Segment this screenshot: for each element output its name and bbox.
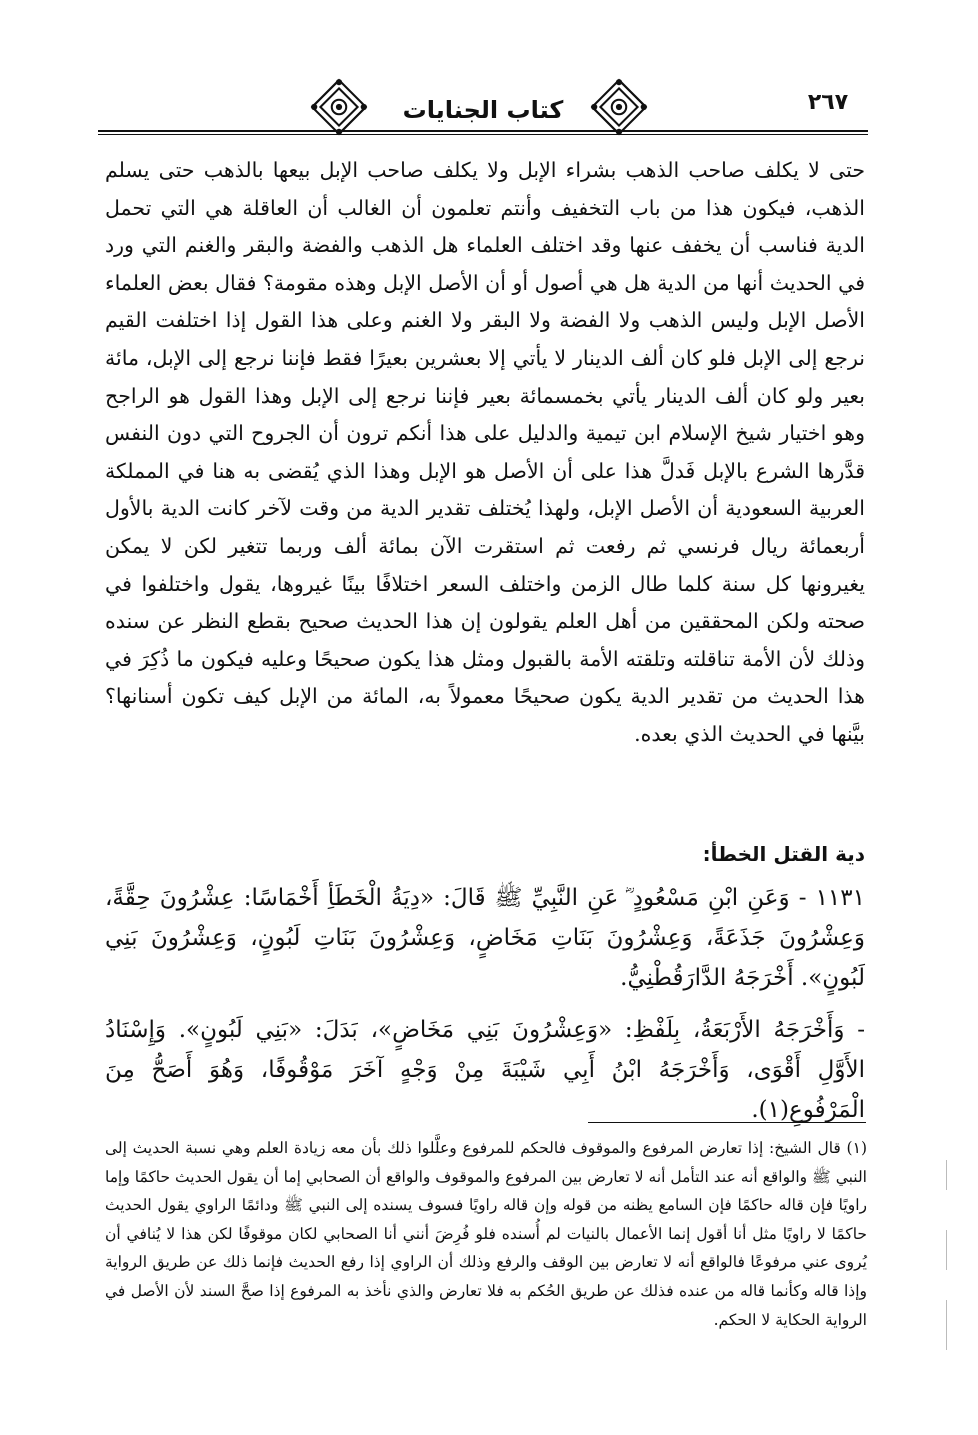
ornament-left-icon [308, 76, 370, 138]
chapter-title: كتاب الجنايات [402, 96, 564, 124]
scan-edge-mark [946, 1230, 947, 1270]
header-rule [98, 130, 868, 132]
hadith-1131: ١١٣١ - وَعَنِ ابْنِ مَسْعُودٍ ؓ عَنِ النَّبِيِّ ﷺ قَالَ: «دِيَةُ الْخَطَأِ أَخْمَاسًا: عِشْرُونَ حِقَّةً، وَعِشْرُونَ جَذَعَةً، وَعِشْرُونَ بَنَاتِ مَخَاضٍ، وَعِشْرُونَ بَنَاتِ لَبُونٍ، وَعِشْرُونَ بَنِي لَبُونٍ». أَخْرَجَهُ الدَّارَقُطْنِيُّ. [105, 885, 865, 991]
scan-edge-mark [946, 1300, 947, 1350]
hadith-text [105, 878, 865, 998]
page-number: ٢٦٧ [807, 90, 849, 115]
header-rule-thin [98, 134, 868, 135]
page-header [98, 70, 868, 150]
ornament-right-icon [588, 76, 650, 138]
main-commentary [105, 152, 865, 754]
hadith-1131-variant: - وَأَخْرَجَهُ الأَرْبَعَةُ، بِلَفْظِ: «وَعِشْرُونَ بَنِي مَخَاضٍ»، بَدَلَ: «بَنِي لَبُونٍ». وَإِسْنَادُ الأَوَّلِ أَقْوَى، وَأَخْرَجَهُ ابْنُ أَبِي شَيْبَةَ مِنْ وَجْهٍ آخَرَ مَوْقُوفًا، وَهُوَ أَصَحُّ مِنَ الْمَرْفُوعِ(١). [105, 1017, 865, 1123]
scan-edge-mark [946, 1160, 947, 1190]
commentary-paragraph: حتى لا يكلف صاحب الذهب بشراء الإبل ولا يكلف صاحب الإبل بيعها بالذهب حتى يسلم الذهب، فيكون هذا من باب التخفيف وأنتم تعلمون أن الغالب أن العاقلة هي التي تحمل الدية فناسب أن يخفف عنها وقد اختلف العلماء هل الذهب والفضة والبقر والغنم التي ورد في الحديث أنها من الدية هل هي أصول أو أن الأصل الإبل وهذه مقومة؟ فقال بعض العلماء الأصل الإبل وليس الذهب ولا الفضة ولا البقر ولا الغنم وعلى هذا القول إذا اختلفت القيم نرجع إلى الإبل فلو كان ألف الدينار لا يأتي إلا بعشرين بعيرًا فقط فإننا نرجع إلى الإبل، مائة بعير ولو كان ألف الدينار يأتي بخمسمائة بعير فإننا نرجع إلى الإبل وهذا القول هو الراجح وهو اختيار شيخ الإسلام ابن تيمية والدليل على هذا أنكم ترون أن الجروح التي دون النفس قدَّرها الشرع بالإبل فَدلَّ هذا على أن الأصل هو الإبل وهذا الذي يُقضى به هنا في المملكة العربية السعودية أن الأصل الإبل، ولهذا يُختلف تقدير الدية من وقت لآخر كانت الدية بالأول أربعمائة ريال فرنسي ثم رفعت ثم استقرت الآن بمائة ألف وربما تتغير لكن لا يمكن يغيرونها كل سنة كلما طال الزمن واختلف السعر اختلافًا بينًا غيروها، يقول واختلفوا في صحته ولكن المحققين من أهل العلم يقولون إن هذا الحديث صحيح بقطع النظر عن سنده وذلك لأن الأمة تناقلته وتلقته الأمة بالقبول ومثل هذا يكون صحيحًا وعليه فيكون ما ذُكِرَ في هذا الحديث من تقدير الدية يكون صحيحًا معمولاً به، المائة من الإبل كيف تكون أسنانها؟ بيَّنها في الحديث الذي بعده. [105, 158, 865, 746]
section-heading: دية القتل الخطأ: [702, 842, 865, 866]
hadith-additional [105, 1010, 865, 1130]
footnote-separator [588, 1122, 866, 1123]
footnote-1: (١) قال الشيخ: إذا تعارض المرفوع والموقوف فالحكم للمرفوع وعلَّلوا ذلك بأن معه زيادة العلم وهي نسبة الحديث إلى النبي ﷺ والواقع أنه عند التأمل أنه لا تعارض بين المرفوع والموقوف والواقع أن الصحابي إما أن يقول الحديث حاكمًا وإما راويًا فإن قاله حاكمًا فإن السامع يظنه من قوله وإن قاله راويًا فسوف يسنده إلى النبي ﷺ ودائمًا الراوي يقول الحديث حاكمًا لا راويًا مثل أنا أقول إنما الأعمال بالنيات لم أُسنده فلو فُرِضَ أنني أنا الصحابي لكان موقوفًا لكن هذا لا يُنافي أن يُروى عني مرفوعًا فالواقع أنه لا تعارض بين الوقف والرفع وذلك أن الراوي إذا رفع الحديث فإنما ذلك عن طريق الرواية وإذا قاله وكأنما قاله من عنده فذلك عن طريق الحُكم به فلا تعارض والذي نأخذ به المرفوع إذا صحَّ السند لأن الأصل في الرواية الحكاية لا الحكم. [105, 1139, 867, 1329]
footnote [105, 1134, 867, 1334]
